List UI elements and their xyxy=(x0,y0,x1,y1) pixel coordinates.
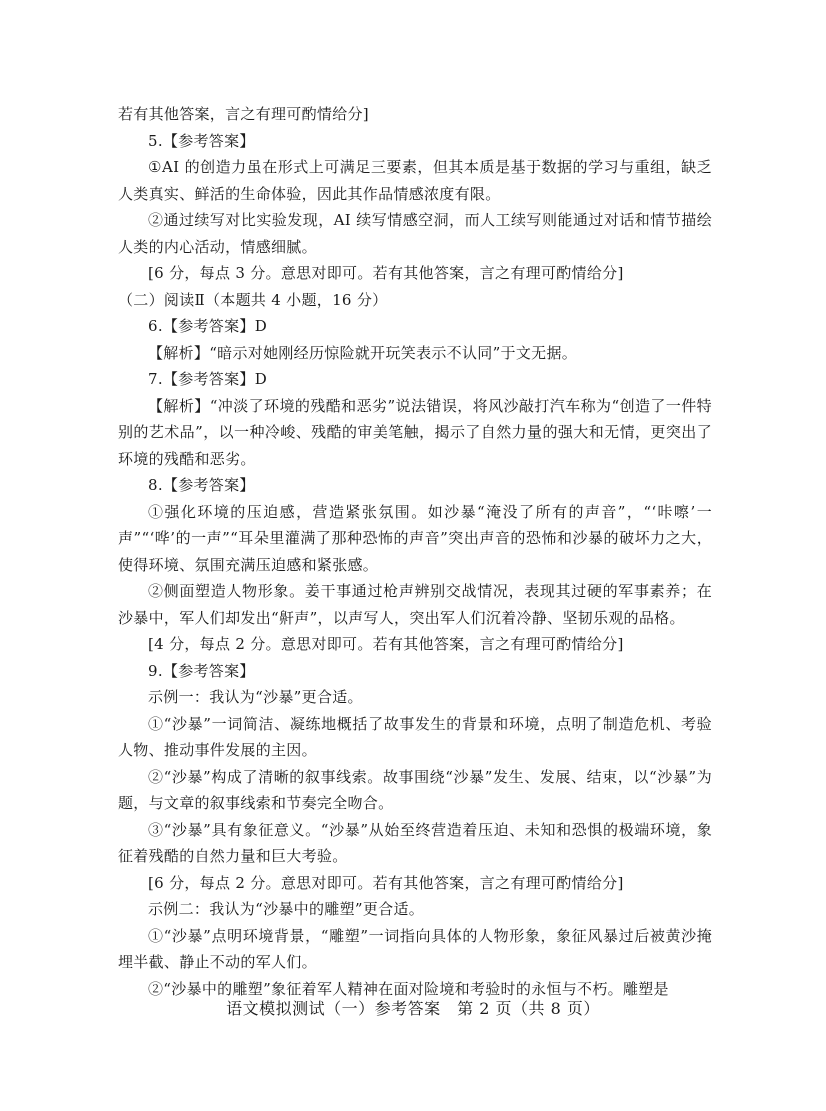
page-footer: 语文模拟测试（一）参考答案 第 2 页（共 8 页） xyxy=(226,999,600,1018)
text-paragraph: 9.【参考答案】 xyxy=(148,661,255,680)
text-paragraph: 6.【参考答案】D xyxy=(148,317,268,335)
text-paragraph: ②侧面塑造人物形象。姜干事通过枪声辨别交战情况，表现其过硬的军事素养；在沙暴中，军人们却发出“鼾声”，以声写人，突出军人们沉着冷静、坚韧乐观的品格。 xyxy=(118,582,712,627)
text-paragraph: ②通过续写对比实验发现，AI 续写情感空洞，而人工续写则能通过对话和情节描绘人类的内心活动，情感细腻。 xyxy=(118,211,712,256)
answer-key-content xyxy=(118,101,712,1002)
text-paragraph: ①AI 的创造力虽在形式上可满足三要素，但其本质是基于数据的学习与重组，缺乏人类真实、鲜活的生命体验，因此其作品情感浓度有限。 xyxy=(118,158,712,203)
text-paragraph: ②“沙暴”构成了清晰的叙事线索。故事围绕“沙暴”发生、发展、结束，以“沙暴”为题，与文章的叙事线索和节奏完全吻合。 xyxy=(118,767,712,812)
text-paragraph: 【解析】“暗示对她刚经历惊险就开玩笑表示不认同”于文无据。 xyxy=(148,343,578,362)
text-paragraph: 【解析】“冲淡了环境的残酷和恶劣”说法错误，将风沙敲打汽车称为“创造了一件特别的艺术品”，以一种冷峻、残酷的审美笔触，揭示了自然力量的强大和无情，更突出了环境的残酷和恶劣。 xyxy=(118,396,712,468)
text-paragraph: 示例二：我认为“沙暴中的雕塑”更合适。 xyxy=(148,900,425,918)
text-paragraph: （二）阅读Ⅱ（本题共 4 小题，16 分） xyxy=(118,290,388,309)
text-paragraph: [4 分，每点 2 分。意思对即可。若有其他答案，言之有理可酌情给分] xyxy=(148,635,624,653)
text-paragraph: ②“沙暴中的雕塑”象征着军人精神在面对险境和考验时的永恒与不朽。雕塑是 xyxy=(148,979,669,998)
text-paragraph: ③“沙暴”具有象征意义。“沙暴”从始至终营造着压迫、未知和恐惧的极端环境，象征着残酷的自然力量和巨大考验。 xyxy=(118,820,712,865)
text-paragraph: 8.【参考答案】 xyxy=(148,476,255,494)
text-paragraph: [6 分，每点 3 分。意思对即可。若有其他答案，言之有理可酌情给分] xyxy=(148,264,624,282)
text-paragraph: [6 分，每点 2 分。意思对即可。若有其他答案，言之有理可酌情给分] xyxy=(148,873,624,892)
text-paragraph: 7.【参考答案】D xyxy=(148,370,268,388)
text-paragraph: ①“沙暴”一词简洁、凝练地概括了故事发生的背景和环境，点明了制造危机、考验人物、推动事件发展的主因。 xyxy=(118,714,712,759)
text-paragraph: ①强化环境的压迫感，营造紧张氛围。如沙暴“淹没了所有的声音”，“‘咔嚓’一声”“‘哗’的一声”“耳朵里灌满了那种恐怖的声音”突出声音的恐怖和沙暴的破坏力之大，使得环境、氛围充满压迫感和紧张感。 xyxy=(118,502,712,574)
text-paragraph: 若有其他答案，言之有理可酌情给分] xyxy=(118,105,369,123)
text-paragraph: 示例一：我认为“沙暴”更合适。 xyxy=(148,688,363,706)
text-paragraph: ①“沙暴”点明环境背景，“雕塑”一词指向具体的人物形象，象征风暴过后被黄沙掩埋半截、静止不动的军人们。 xyxy=(118,926,712,971)
text-paragraph: 5.【参考答案】 xyxy=(148,131,255,150)
